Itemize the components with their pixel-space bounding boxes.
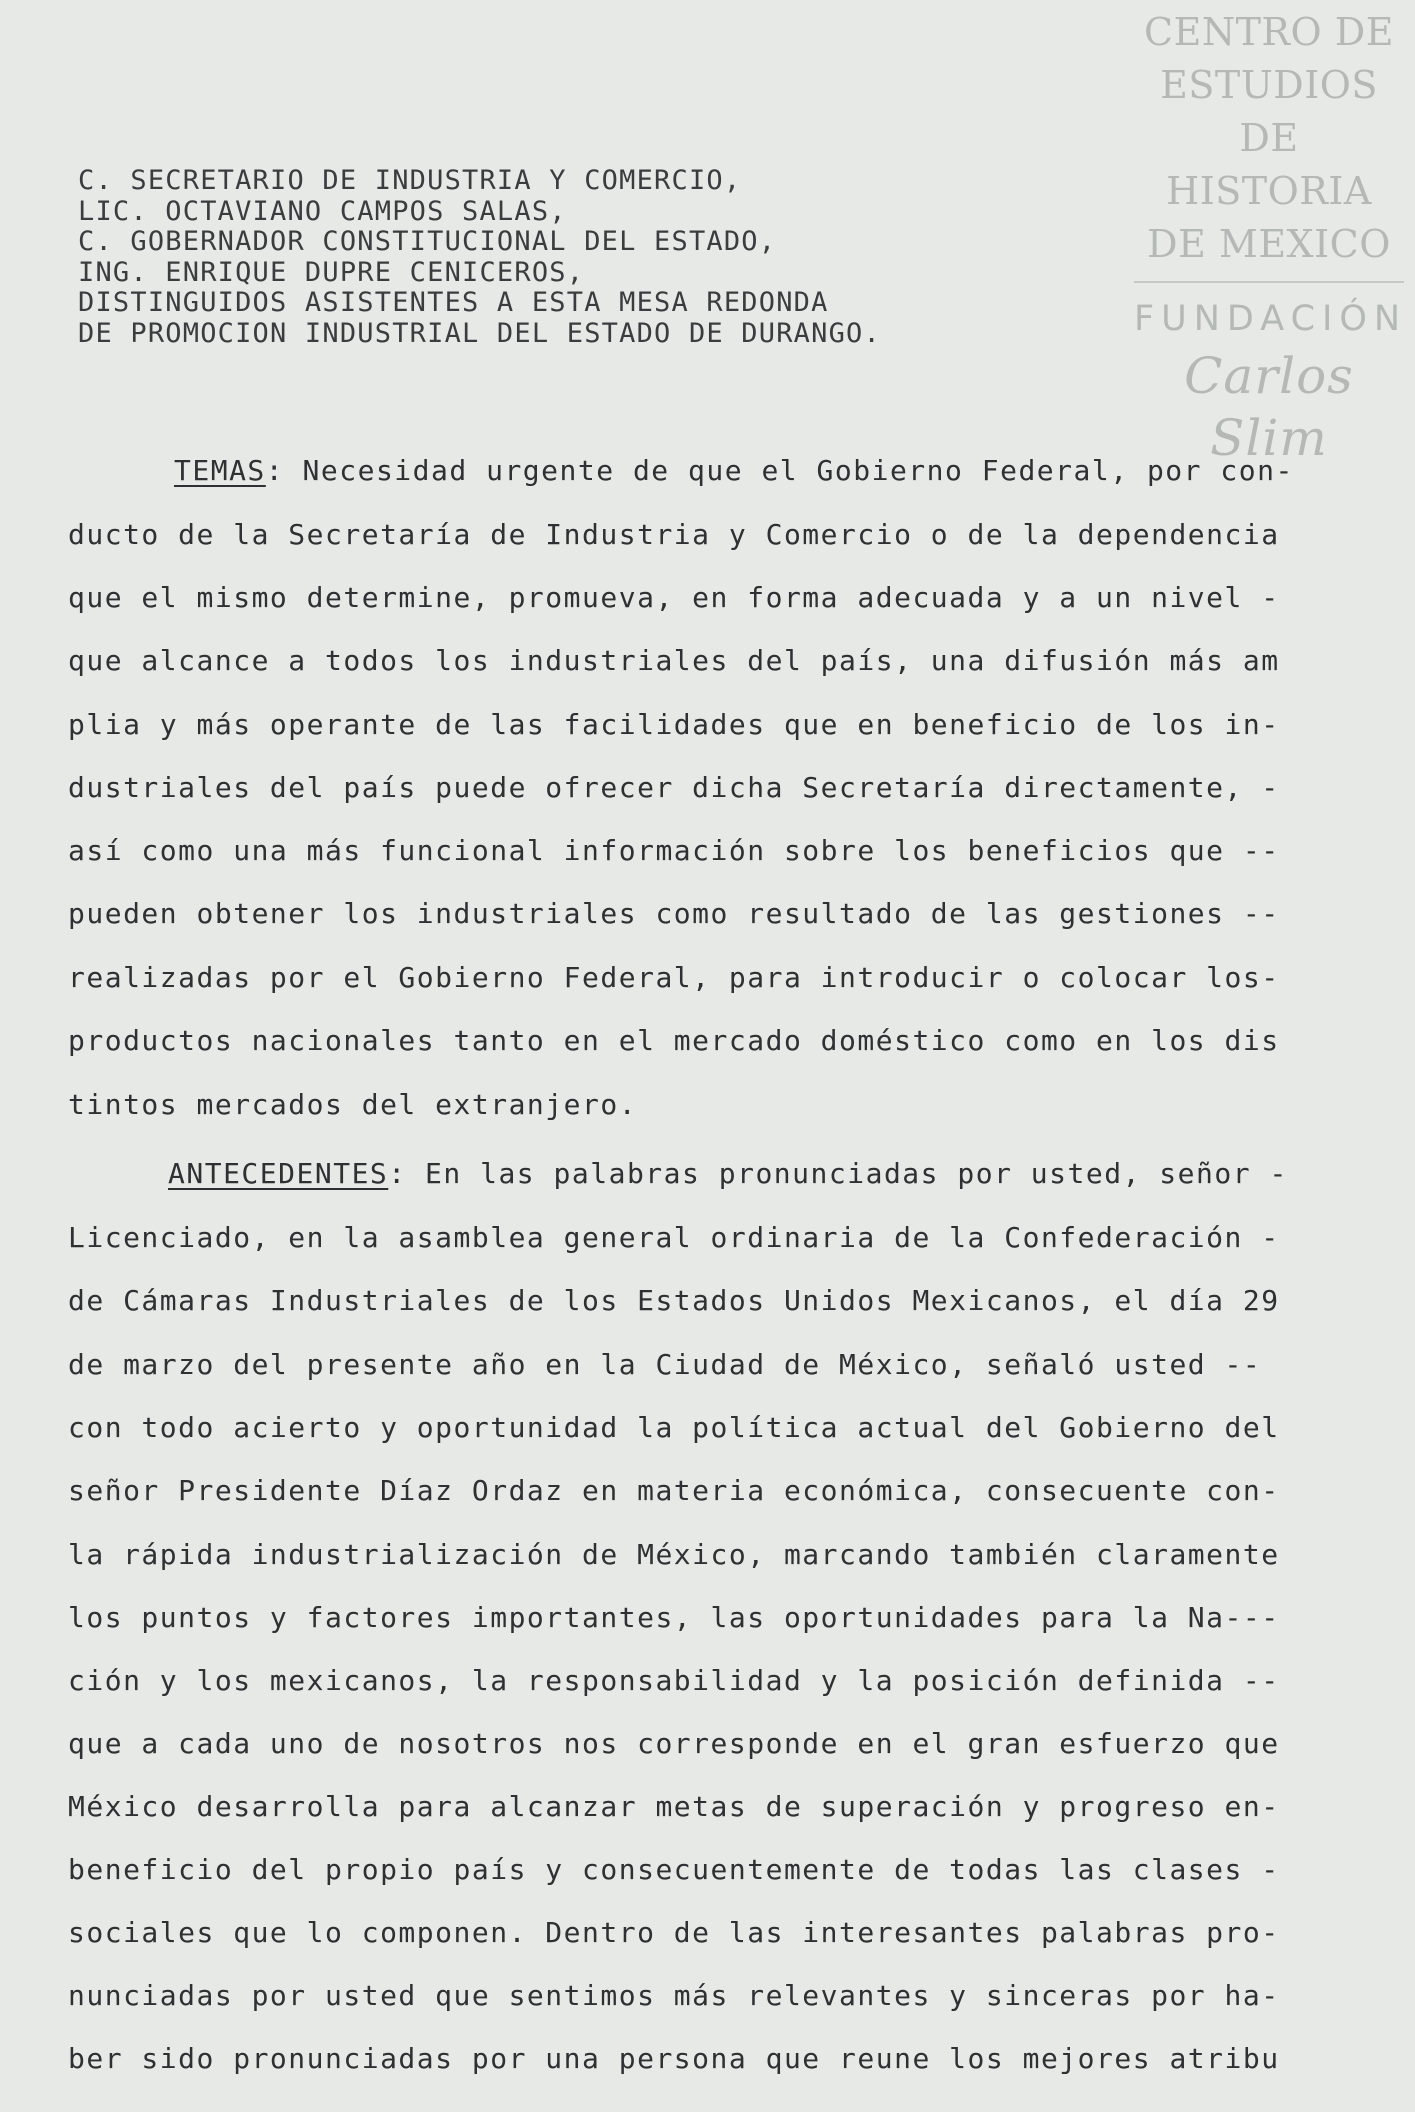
address-line: C. GOBERNADOR CONSTITUCIONAL DEL ESTADO, <box>78 226 777 257</box>
watermark-signature: Carlos Slim <box>1184 347 1354 467</box>
paragraph-line: plia y más operante de las facilidades que en beneficio de los in- <box>68 708 1280 741</box>
address-line: ING. ENRIQUE DUPRE CENICEROS, <box>78 256 585 288</box>
watermark-center-line: CENTRO DE <box>1144 10 1394 54</box>
paragraph-line: ducto de la Secretaría de Industria y Comercio o de la dependencia <box>68 518 1280 551</box>
paragraph-line: tintos mercados del extranjero. <box>68 1088 638 1121</box>
paragraph-line: ción y los mexicanos, la responsabilidad y la posición definida -- <box>68 1664 1280 1697</box>
address-line: DE PROMOCION INDUSTRIAL DEL ESTADO DE DURANGO. <box>78 317 881 349</box>
paragraph-line: realizadas por el Gobierno Federal, para introducir o colocar los- <box>68 961 1280 994</box>
antecedentes-label: ANTECEDENTES <box>168 1157 389 1190</box>
temas-first-line <box>174 454 1415 487</box>
temas-first-text: : Necesidad urgente de que el Gobierno Federal, por con- <box>265 454 1294 487</box>
address-line: LIC. OCTAVIANO CAMPOS SALAS, <box>78 195 567 227</box>
paragraph-line: México desarrolla para alcanzar metas de superación y progreso en- <box>68 1790 1280 1823</box>
watermark-center-line: ESTUDIOS <box>1160 63 1378 107</box>
temas-label: TEMAS <box>174 454 266 487</box>
paragraph-line: ber sido pronunciadas por una persona que reune los mejores atribu <box>68 2042 1280 2075</box>
paragraph-line: que alcance a todos los industriales del país, una difusión más am <box>68 644 1280 677</box>
watermark-center-line: DE HISTORIA <box>1166 116 1372 213</box>
paragraph-line: que a cada uno de nosotros nos corresponde en el gran esfuerzo que <box>68 1727 1280 1760</box>
paragraph-line: con todo acierto y oportunidad la política actual del Gobierno del <box>68 1411 1280 1444</box>
watermark-center-line: DE MEXICO <box>1147 222 1391 266</box>
watermark-divider <box>1134 281 1404 283</box>
watermark-foundation: FUNDACIÓN <box>1134 299 1408 339</box>
paragraph-line: de marzo del presente año en la Ciudad de México, señaló usted -- <box>68 1348 1262 1381</box>
antecedentes-first-text: : En las palabras pronunciadas por usted, señor - <box>388 1157 1288 1190</box>
paragraph-line: de Cámaras Industriales de los Estados Unidos Mexicanos, el día 29 <box>68 1284 1280 1317</box>
antecedentes-first-line <box>168 1157 1415 1190</box>
address-block <box>78 166 1078 349</box>
archive-watermark <box>1134 6 1408 469</box>
paragraph-line: dustriales del país puede ofrecer dicha Secretaría directamente, - <box>68 771 1280 804</box>
paragraph-line: así como una más funcional información sobre los beneficios que -- <box>68 834 1280 867</box>
address-line: DISTINGUIDOS ASISTENTES A ESTA MESA REDONDA <box>78 287 829 318</box>
paragraph-line: beneficio del propio país y consecuentemente de todas las clases - <box>68 1853 1280 1886</box>
address-line: C. SECRETARIO DE INDUSTRIA Y COMERCIO, <box>78 165 742 196</box>
paragraph-line: que el mismo determine, promueva, en forma adecuada y a un nivel - <box>68 581 1280 614</box>
paragraph-line: sociales que lo componen. Dentro de las interesantes palabras pro- <box>68 1916 1280 1949</box>
paragraph-line: productos nacionales tanto en el mercado doméstico como en los dis <box>68 1024 1280 1057</box>
paragraph-line: Licenciado, en la asamblea general ordinaria de la Confederación - <box>68 1221 1280 1254</box>
paragraph-line: señor Presidente Díaz Ordaz en materia económica, consecuente con- <box>68 1474 1280 1507</box>
paragraph-line: pueden obtener los industriales como resultado de las gestiones -- <box>68 897 1280 930</box>
paragraph-line: nunciadas por usted que sentimos más relevantes y sinceras por ha- <box>68 1979 1280 2012</box>
paragraph-line: la rápida industrialización de México, marcando también claramente <box>68 1538 1280 1571</box>
paragraph-line: los puntos y factores importantes, las oportunidades para la Na--- <box>68 1601 1280 1634</box>
